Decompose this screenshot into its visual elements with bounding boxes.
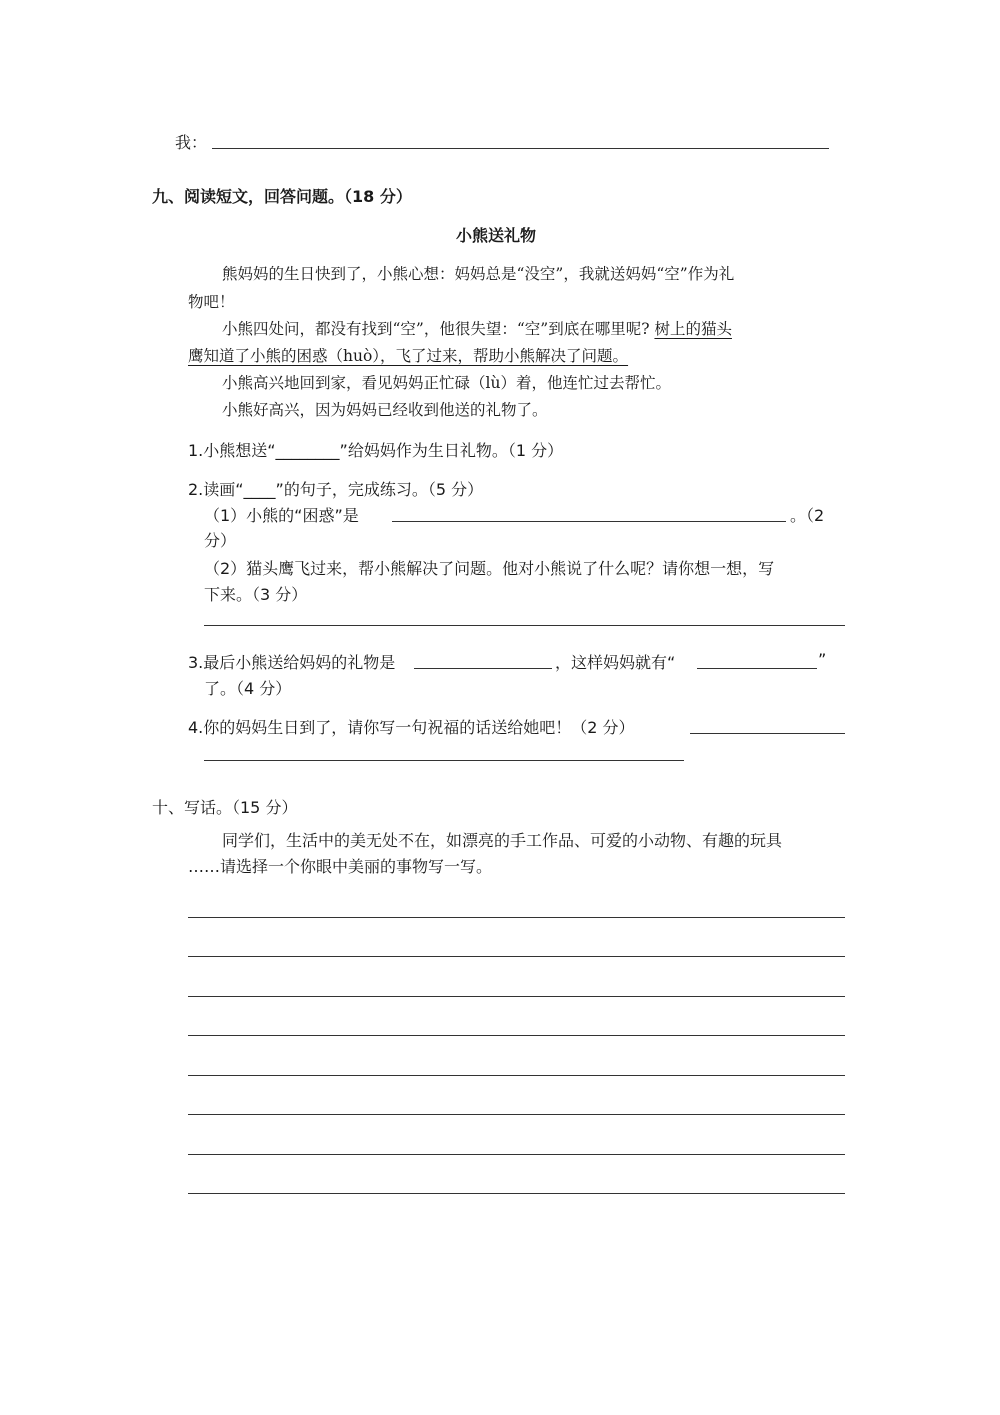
question-2-2-line-2: 下来。（3 分） bbox=[204, 585, 308, 604]
story-paragraph-2-plain: 小熊四处问，都没有找到“空”，他很失望：“空”到底在哪里呢? bbox=[222, 320, 655, 338]
writing-line[interactable] bbox=[188, 1193, 845, 1194]
question-3-part-a: 3.最后小熊送给妈妈的礼物是 bbox=[188, 653, 396, 672]
writing-line[interactable] bbox=[188, 956, 845, 957]
question-2-1-label: （1）小熊的“困惑”是 bbox=[204, 506, 359, 525]
section9-heading: 九、阅读短文，回答问题。（18 分） bbox=[152, 187, 412, 206]
question-2-2-line-1: （2）猫头鹰飞过来，帮小熊解决了问题。他对小熊说了什么呢？请你想一想，写 bbox=[204, 559, 775, 578]
writing-line[interactable] bbox=[188, 1114, 845, 1115]
question-3-blank-2[interactable] bbox=[697, 668, 817, 669]
question-1: 1.小熊想送“________”给妈妈作为生日礼物。（1 分） bbox=[188, 441, 564, 460]
section10-heading: 十、写话。（15 分） bbox=[152, 798, 298, 817]
story-paragraph-3: 小熊高兴地回到家，看见妈妈正忙碌（lù）着，他连忙过去帮忙。 bbox=[222, 374, 671, 392]
section10-prompt-line-2: ……请选择一个你眼中美丽的事物写一写。 bbox=[188, 857, 493, 876]
writing-line[interactable] bbox=[188, 1035, 845, 1036]
story-paragraph-1-line-2: 物吧！ bbox=[188, 293, 235, 311]
question-3-part-d: 了。（4 分） bbox=[204, 679, 292, 698]
underlined-sentence-start: 树上的猫头 bbox=[654, 320, 732, 338]
underlined-sentence-end: 鹰知道了小熊的困惑（huò），飞了过来，帮助小熊解决了问题。 bbox=[188, 347, 629, 365]
story-paragraph-2-line-1 bbox=[222, 317, 732, 339]
question-2-1-points: 。（2 bbox=[790, 506, 825, 525]
question-4-blank-1[interactable] bbox=[690, 733, 845, 734]
question-3-part-c: ” bbox=[818, 650, 827, 669]
question-2-2-answer-line[interactable] bbox=[204, 625, 845, 626]
writing-line[interactable] bbox=[188, 917, 845, 918]
question-4-blank-2[interactable] bbox=[204, 760, 684, 761]
top-answer-blank[interactable] bbox=[212, 148, 829, 149]
top-answer-label: 我： bbox=[175, 133, 208, 152]
story-title: 小熊送礼物 bbox=[456, 226, 537, 245]
story-paragraph-4: 小熊好高兴，因为妈妈已经收到他送的礼物了。 bbox=[222, 401, 548, 419]
story-paragraph-1-line-1: 熊妈妈的生日快到了，小熊心想：妈妈总是“没空”，我就送妈妈“空”作为礼 bbox=[222, 265, 735, 283]
section10-prompt-line-1: 同学们，生活中的美无处不在，如漂亮的手工作品、可爱的小动物、有趣的玩具 bbox=[222, 831, 783, 850]
question-2-1-points-cont: 分） bbox=[204, 531, 237, 550]
writing-line[interactable] bbox=[188, 1154, 845, 1155]
question-3-part-b: ，这样妈妈就有“ bbox=[555, 653, 676, 672]
writing-line[interactable] bbox=[188, 996, 845, 997]
writing-line[interactable] bbox=[188, 1075, 845, 1076]
question-2: 2.读画“____”的句子，完成练习。（5 分） bbox=[188, 480, 484, 499]
question-2-1-blank[interactable] bbox=[392, 521, 786, 522]
question-3-blank-1[interactable] bbox=[414, 668, 552, 669]
question-4: 4.你的妈妈生日到了，请你写一句祝福的话送给她吧！（2 分） bbox=[188, 718, 635, 737]
